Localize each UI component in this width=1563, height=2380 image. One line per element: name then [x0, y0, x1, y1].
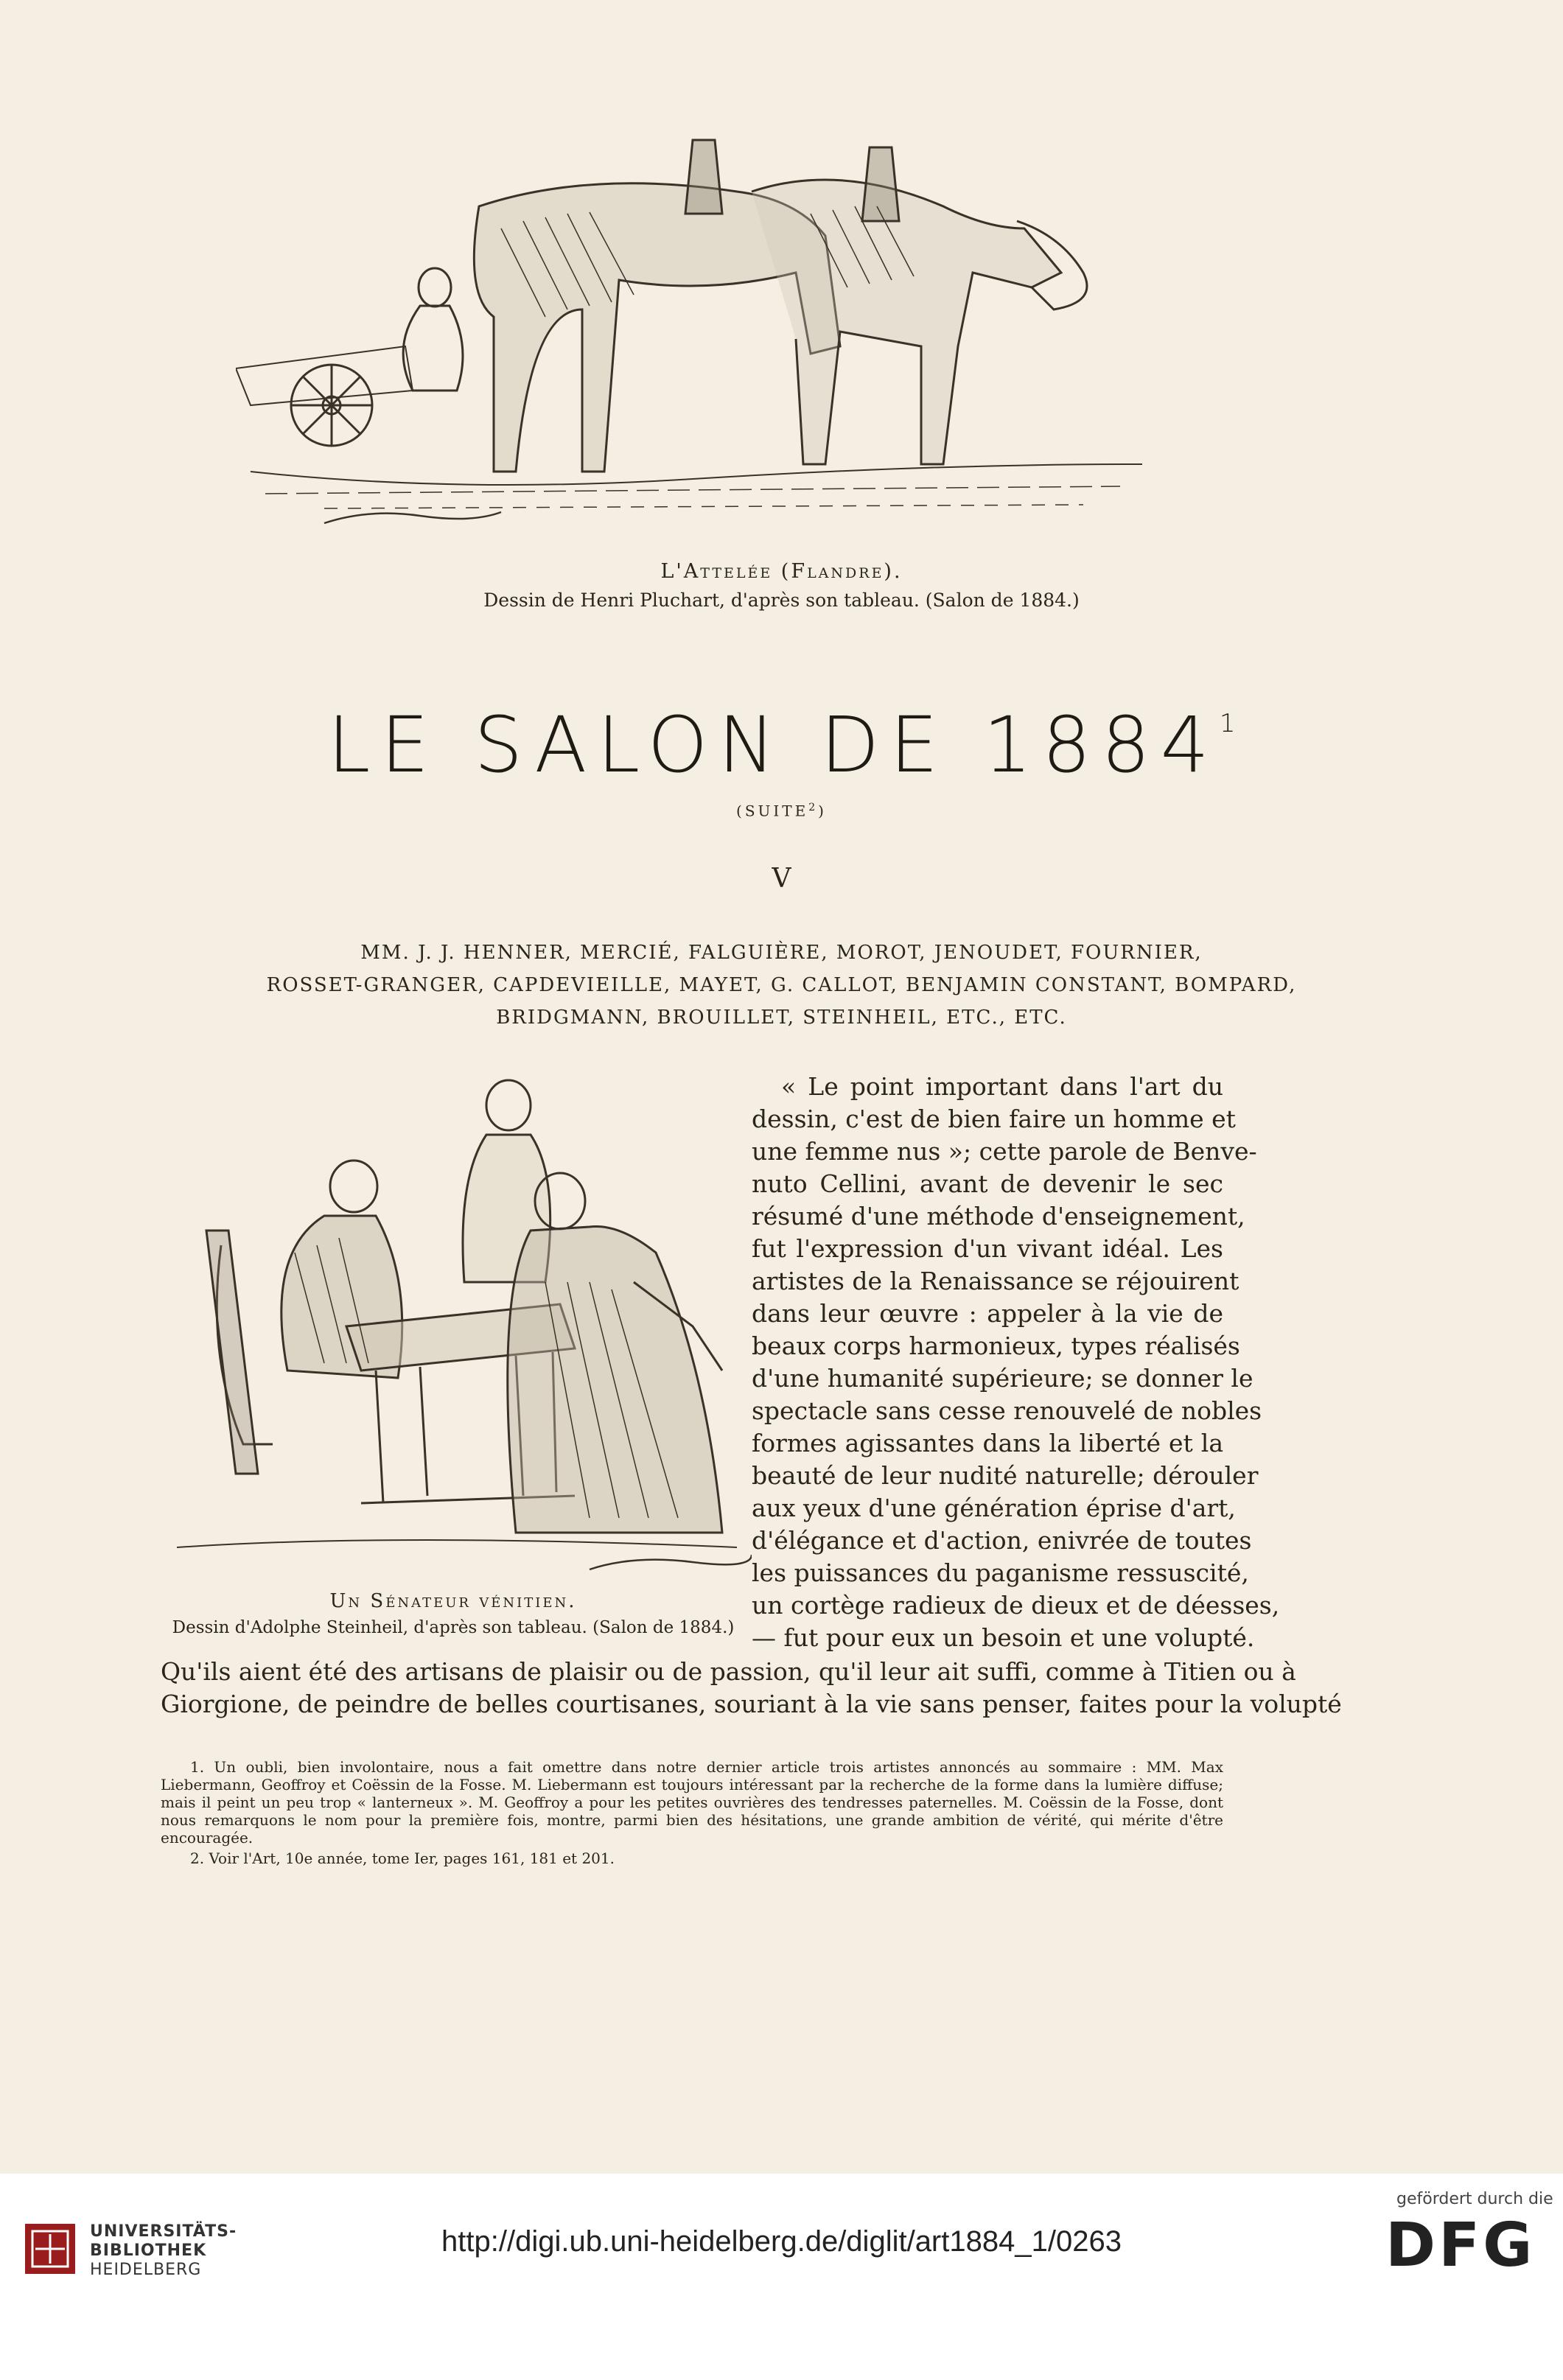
body-line: dessin, c'est de bien faire un homme et	[752, 1105, 1236, 1133]
footnote-line: Liebermann, Geoffroy et Coëssin de la Fosse. M. Liebermann est toujours intéressant par la recherche de la forme dans la lumière diffuse;	[161, 1776, 1223, 1793]
suite-close: )	[818, 802, 827, 820]
title-footnote-mark: 1	[1219, 709, 1236, 738]
oxen-team-illustration	[236, 125, 1150, 538]
body-line: beaux corps harmonieux, types réalisés	[752, 1331, 1240, 1360]
footnote-line: encouragée.	[161, 1829, 253, 1847]
suite-label	[0, 802, 1563, 820]
library-name-line: HEIDELBERG	[90, 2261, 202, 2279]
body-line: nuto Cellini, avant de devenir le sec	[752, 1169, 1223, 1198]
body-line-full: Giorgione, de peindre de belles courtisanes, souriant à la vie sans penser, faites pour la volupté	[161, 1690, 1342, 1718]
body-line: résumé d'une méthode d'enseignement,	[752, 1202, 1245, 1231]
body-line: un cortège radieux de dieux et de déesses,	[752, 1591, 1280, 1620]
left-figure-caption-credit: Dessin d'Adolphe Steinheil, d'après son tableau. (Salon de 1884.)	[172, 1618, 735, 1637]
body-line: dans leur œuvre : appeler à la vie de	[752, 1299, 1223, 1328]
body-line: d'élégance et d'action, enivrée de toutes	[752, 1526, 1252, 1555]
body-line: formes agissantes dans la liberté et la	[752, 1429, 1223, 1457]
footnote-line: 1. Un oubli, bien involontaire, nous a fait omettre dans notre dernier article trois artistes annoncés au sommaire : MM. Max	[190, 1758, 1223, 1776]
body-line: aux yeux d'une génération éprise d'art,	[752, 1494, 1236, 1522]
footnote-line: nous remarquons le nom pour la première fois, montre, parmi bien des hésitations, une grande ambition de vérité, qui mérite d'être	[161, 1811, 1223, 1829]
digitization-footer	[0, 2174, 1563, 2380]
footnote-line: mais il peint un peu trop « lanterneux ». M. Geoffroy a pour les petites ouvrières des tendresses paternelles. M. Coëssin de la Fosse, dont	[161, 1793, 1223, 1811]
body-line: « Le point important dans l'art du	[781, 1072, 1223, 1101]
venetian-senator-illustration	[177, 1061, 752, 1577]
body-line: fut l'expression d'un vivant idéal. Les	[752, 1234, 1223, 1263]
suite-text: (SUITE	[736, 802, 809, 820]
library-name-line: UNIVERSITÄTS-	[90, 2222, 237, 2241]
body-line: spectacle sans cesse renouvelé de nobles	[752, 1396, 1262, 1425]
body-line: les puissances du paganisme ressuscité,	[752, 1558, 1249, 1587]
article-title	[0, 700, 1563, 790]
source-url-link[interactable]: http://digi.ub.uni-heidelberg.de/diglit/art1884_1/0263	[441, 2225, 1122, 2258]
suite-footnote-mark: 2	[808, 802, 819, 813]
library-name-line: BIBLIOTHEK	[90, 2241, 207, 2260]
left-figure-caption-title: Un Sénateur vénitien.	[329, 1590, 577, 1612]
top-figure-caption-credit: Dessin de Henri Pluchart, d'après son tableau. (Salon de 1884.)	[483, 589, 1080, 611]
dfg-logo: DFG	[1385, 2211, 1536, 2281]
body-line: une femme nus »; cette parole de Benve-	[752, 1137, 1257, 1166]
top-figure-caption-title: L'Attelée (Flandre).	[660, 560, 903, 583]
footnote-line: 2. Voir l'Art, 10e année, tome Ier, pages 161, 181 et 201.	[190, 1849, 615, 1867]
artist-list-line: MM. J. J. HENNER, MERCIÉ, FALGUIÈRE, MOROT, JENOUDET, FOURNIER,	[360, 942, 1203, 964]
article-title-text: LE SALON DE 1884	[327, 700, 1220, 790]
body-line-full: Qu'ils aient été des artisans de plaisir ou de passion, qu'il leur ait suffi, comme à Titien ou à	[161, 1657, 1296, 1686]
body-line: artistes de la Renaissance se réjouirent	[752, 1267, 1239, 1295]
artist-list-line: ROSSET-GRANGER, CAPDEVIEILLE, MAYET, G. CALLOT, BENJAMIN CONSTANT, BOMPARD,	[266, 974, 1297, 996]
artist-list-line: BRIDGMANN, BROUILLET, STEINHEIL, ETC., ETC.	[496, 1007, 1067, 1029]
body-line: d'une humanité supérieure; se donner le	[752, 1364, 1253, 1393]
section-number: V	[772, 864, 791, 894]
body-line: beauté de leur nudité naturelle; dérouler	[752, 1461, 1259, 1490]
body-line: — fut pour eux un besoin et une volupté.	[752, 1623, 1255, 1652]
funded-by-label: gefördert durch die	[1396, 2190, 1553, 2208]
